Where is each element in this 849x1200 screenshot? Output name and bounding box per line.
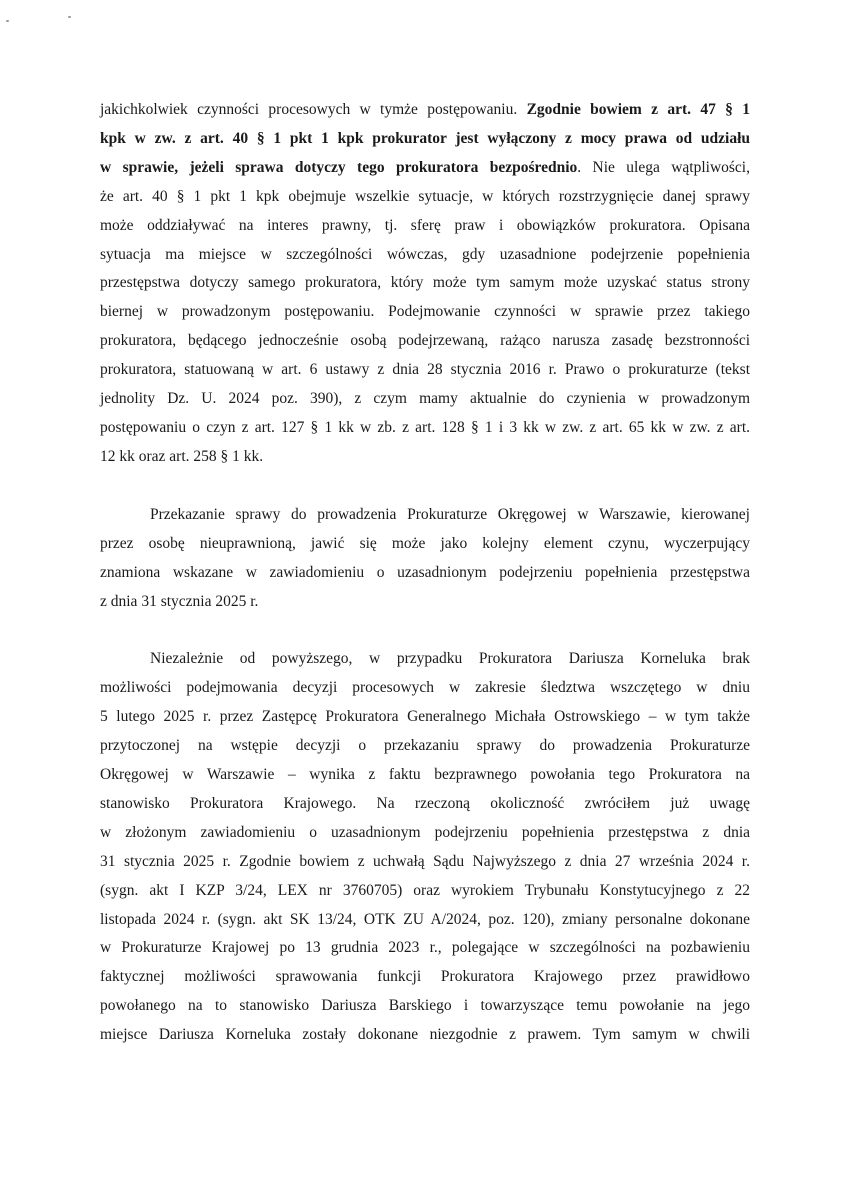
document-body [100,96,750,1050]
text-run: że art. 40 § 1 pkt 1 kpk obejmuje wszelkie sytuacje, w których rozstrzygnięcie danej sprawy [100,187,750,205]
text-run: biernej w prowadzonym postępowaniu. Podejmowanie czynności w sprawie przez takiego [100,303,750,321]
text-run: z dnia 31 stycznia 2025 r. [100,592,259,610]
bold-text-run: kpk w zw. z art. 40 § 1 pkt 1 kpk prokurator jest wyłączony z mocy prawa od udziału [100,129,750,147]
text-line [100,934,750,963]
text-line [100,645,750,674]
text-line [100,588,750,617]
text-run: stanowisko Prokuratora Krajowego. Na rzeczoną okoliczność zwróciłem już uwagę [100,794,750,812]
text-run: Niezależnie od powyższego, w przypadku Prokuratora Dariusza Korneluka brak [150,650,750,668]
text-run: postępowaniu o czyn z art. 127 § 1 kk w zb. z art. 128 § 1 i 3 kk w zw. z art. 65 kk w zw. z art. [100,418,750,436]
text-line [100,674,750,703]
text-line [100,790,750,819]
bold-text-run: Zgodnie bowiem z art. 47 § 1 [526,101,750,118]
paragraph-2 [100,501,750,617]
text-run: w złożonym zawiadomieniu o uzasadnionym podejrzeniu popełnienia przestępstwa z dnia [100,823,750,841]
text-run: 31 stycznia 2025 r. Zgodnie bowiem z uchwałą Sądu Najwyższego z dnia 27 września 2024 r. [100,852,750,870]
text-line [100,963,750,992]
paragraph-1 [100,96,750,472]
text-run: listopada 2024 r. (sygn. akt SK 13/24, OTK ZU A/2024, poz. 120), zmiany personalne dokonane [100,910,750,928]
text-line [100,96,750,125]
text-line [100,906,750,935]
text-run: jakichkolwiek czynności procesowych w tymże postępowaniu. [100,101,527,118]
text-line [100,877,750,906]
bold-text-run: w sprawie, jeżeli sprawa dotyczy tego prokuratora bezpośrednio [100,158,578,176]
text-run: jednolity Dz. U. 2024 poz. 390), z czym mamy aktualnie do czynienia w prowadzonym [100,390,750,408]
text-run: . Nie ulega wątpliwości, [577,158,750,176]
text-run: prokuratora, będącego jednocześnie osobą podejrzewaną, rażąco narusza zasadę bezstronności [100,332,750,350]
text-run: przestępstwa dotyczy samego prokuratora, który może tym samym może uzyskać status strony [100,274,750,292]
text-line [100,125,750,154]
scan-artifact-mark [68,16,71,18]
text-line [100,212,750,241]
text-line [100,327,750,356]
text-run: sytuacja ma miejsce w szczególności wówczas, gdy uzasadnione podejrzenie popełnienia [100,245,750,263]
text-run: 12 kk oraz art. 258 § 1 kk. [100,447,264,465]
text-line [100,819,750,848]
text-line [100,385,750,414]
text-run: miejsce Dariusza Korneluka zostały dokonane niezgodnie z prawem. Tym samym w chwili [100,1026,750,1044]
scan-artifact-mark [6,20,9,22]
text-line [100,443,750,472]
text-line [100,992,750,1021]
text-line [100,848,750,877]
text-line [100,1021,750,1050]
text-run: Przekazanie sprawy do prowadzenia Prokuraturze Okręgowej w Warszawie, kierowanej [150,505,750,523]
text-line [100,269,750,298]
text-line [100,559,750,588]
text-line [100,732,750,761]
text-run: (sygn. akt I KZP 3/24, LEX nr 3760705) oraz wyrokiem Trybunału Konstytucyjnego z 22 [100,881,750,899]
text-run: faktycznej możliwości sprawowania funkcji Prokuratora Krajowego przez prawidłowo [100,968,750,986]
paragraph-spacer [100,472,750,501]
text-line [100,298,750,327]
text-run: w Prokuraturze Krajowej po 13 grudnia 2023 r., polegające w szczególności na pozbawieniu [100,939,750,957]
text-run: przez osobę nieuprawnioną, jawić się może jako kolejny element czynu, wyczerpujący [100,534,750,552]
text-line [100,761,750,790]
text-run: prokuratora, statuowaną w art. 6 ustawy z dnia 28 stycznia 2016 r. Prawo o prokuraturze (tekst [100,361,750,379]
text-line [100,241,750,270]
text-run: przytoczonej na wstępie decyzji o przekazaniu sprawy do prowadzenia Prokuraturze [100,737,750,755]
text-line [100,356,750,385]
text-line [100,183,750,212]
text-line [100,154,750,183]
text-run: znamiona wskazane w zawiadomieniu o uzasadnionym podejrzeniu popełnienia przestępstwa [100,563,750,581]
text-line [100,703,750,732]
paragraph-spacer [100,616,750,645]
text-line [100,530,750,559]
text-run: możliwości podejmowania decyzji procesowych w zakresie śledztwa wszczętego w dniu [100,679,750,697]
text-line [100,414,750,443]
paragraph-3 [100,645,750,1050]
text-run: może oddziaływać na interes prawny, tj. sferę praw i obowiązków prokuratora. Opisana [100,216,750,234]
text-run: Okręgowej w Warszawie – wynika z faktu bezprawnego powołania tego Prokuratora na [100,766,750,784]
text-run: powołanego na to stanowisko Dariusza Barskiego i towarzyszące temu powołanie na jego [100,997,750,1015]
text-line [100,501,750,530]
text-run: 5 lutego 2025 r. przez Zastępcę Prokuratora Generalnego Michała Ostrowskiego – w tym także [100,708,750,726]
